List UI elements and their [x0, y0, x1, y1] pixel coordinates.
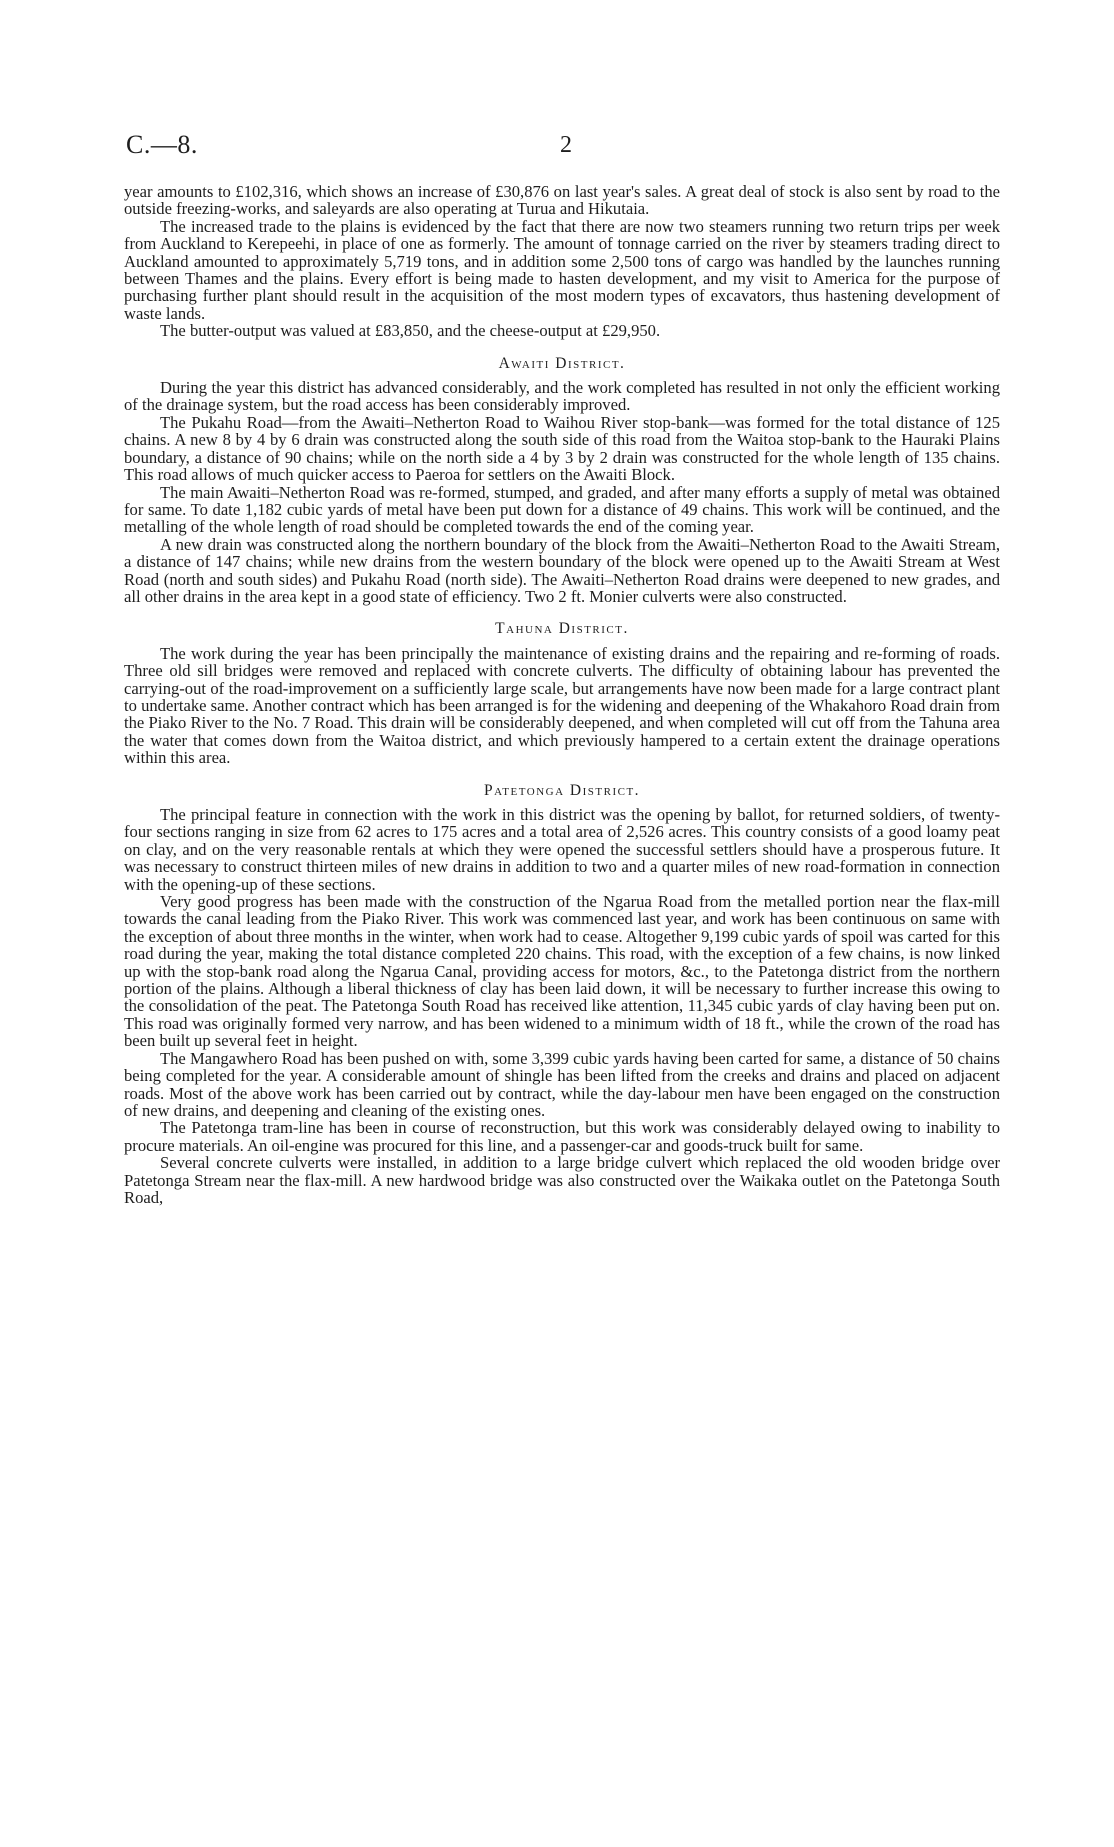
- paragraph: The Mangawhero Road has been pushed on with, some 3,399 cubic yards having been carted for same, a distance of 50 chains being completed for the year. A considerable amount of shingle has been lifted from the creeks and drains and placed on adjacent roads. Most of the above work has been carried out by contract, while the day-labour men have been engaged on the construction of new drains, and deepening and cleaning of the existing ones.: [124, 1048, 1000, 1120]
- paragraph: The work during the year has been principally the maintenance of existing drains and the repairing and re-forming of roads. Three old sill bridges were removed and replaced with concrete culverts. The difficulty of obtaining labour has prevented the carrying-out of the road-improvement on a sufficiently large scale, but arrangements have now been made for a large contract plant to undertake same. Another contract which has been arranged is for the widening and deepening of the Whakahoro Road drain from the Piako River to the No. 7 Road. This drain will be considerably deepened, and when completed will cut off from the Tahuna area the water that comes down from the Waitoa district, and which previously hampered to a certain extent the drainage operations within this area.: [124, 643, 1000, 768]
- paragraph: The principal feature in connection with the work in this district was the opening by ballot, for returned soldiers, of twenty-four sections ranging in size from 62 acres to 175 acres and a total area of 2,526 acres. This country consists of a good loamy peat on clay, and on the very reasonable rentals at which they were opened the successful settlers should have a prosperous future. It was necessary to construct thirteen miles of new drains in addition to two and a quarter miles of new road-formation in connection with the opening-up of these sections.: [124, 805, 1000, 894]
- paragraph: Very good progress has been made with the construction of the Ngarua Road from the metalled portion near the flax-mill towards the canal leading from the Piako River. This work was commenced last year, and work has been continuous on same with the exception of about three months in the winter, when work had to cease. Altogether 9,199 cubic yards of spoil was carted for this road during the year, making the total distance completed 220 chains. This road, with the exception of a few chains, is now linked up with the stop-bank road along the Ngarua Canal, providing access for motors, &c., to the Patetonga district from the northern portion of the plains. Although a liberal thickness of clay has been laid down, it will be necessary to further increase this owing to the consolidation of the peat. The Patetonga South Road has received like attention, 11,345 cubic yards of clay having been put on. This road was originally formed very narrow, and has been widened to a minimum width of 18 ft., while the crown of the road has been built up several feet in height.: [124, 892, 1000, 1051]
- paragraph: The Pukahu Road—from the Awaiti–Netherton Road to Waihou River stop-bank—was formed for the total distance of 125 chains. A new 8 by 4 by 6 drain was constructed along the south side of this road from the Waitoa stop-bank to the Hauraki Plains boundary, a distance of 90 chains; while on the north side a 4 by 3 by 2 drain was constructed for the whole length of 135 chains. This road allows of much quicker access to Paeroa for settlers on the Awaiti Block.: [124, 412, 1000, 485]
- paragraph: Several concrete culverts were installed, in addition to a large bridge culvert which replaced the old wooden bridge over Patetonga Stream near the flax-mill. A new hardwood bridge was also constructed over the Waikaka outlet on the Patetonga South Road,: [124, 1153, 1000, 1207]
- document-code: C.—8.: [126, 130, 198, 159]
- section-heading-awaiti: Awaiti District.: [498, 354, 626, 372]
- paragraph: year amounts to £102,316, which shows an increase of £30,876 on last year's sales. A great deal of stock is also sent by road to the outside freezing-works, and saleyards are also operating at Turua and Hikutaia.: [124, 182, 1000, 219]
- body-text: [124, 183, 1000, 1206]
- paragraph: The Patetonga tram-line has been in course of reconstruction, but this work was considerably delayed owing to inability to procure materials. An oil-engine was procured for this line, and a passenger-car and goods-truck built for same.: [124, 1118, 1000, 1155]
- paragraph: During the year this district has advanced considerably, and the work completed has resulted in not only the efficient working of the drainage system, but the road access has been considerably improved.: [124, 378, 1000, 415]
- paragraph: The increased trade to the plains is evidenced by the fact that there are now two steamers running two return trips per week from Auckland to Kerepeehi, in place of one as formerly. The amount of tonnage carried on the river by steamers trading direct to Auckland amounted to approximately 5,719 tons, and in addition some 2,500 tons of cargo was handled by the launches running between Thames and the plains. Every effort is being made to hasten development, and my visit to America for the purpose of purchasing further plant should result in the acquisition of the most modern types of excavators, thus hastening development of waste lands.: [124, 216, 1000, 323]
- section-heading-patetonga: Patetonga District.: [483, 781, 641, 799]
- paragraph: The main Awaiti–Netherton Road was re-formed, stumped, and graded, and after many efforts a supply of metal was obtained for same. To date 1,182 cubic yards of metal have been put down for a distance of 49 chains. This work will be continued, and the metalling of the whole length of road should be completed towards the end of the coming year.: [124, 482, 1000, 537]
- paragraph: The butter-output was valued at £83,850, and the cheese-output at £29,950.: [160, 321, 661, 341]
- page-number: 2: [560, 132, 572, 158]
- section-heading-tahuna: Tahuna District.: [495, 620, 629, 638]
- paragraph: A new drain was constructed along the northern boundary of the block from the Awaiti–Netherton Road to the Awaiti Stream, a distance of 147 chains; while new drains from the western boundary of the block were opened up to the Awaiti Stream at West Road (north and south sides) and Pukahu Road (north side). The Awaiti–Netherton Road drains were deepened to new grades, and all other drains in the area kept in a good state of efficiency. Two 2 ft. Monier culverts were also constructed.: [124, 534, 1000, 606]
